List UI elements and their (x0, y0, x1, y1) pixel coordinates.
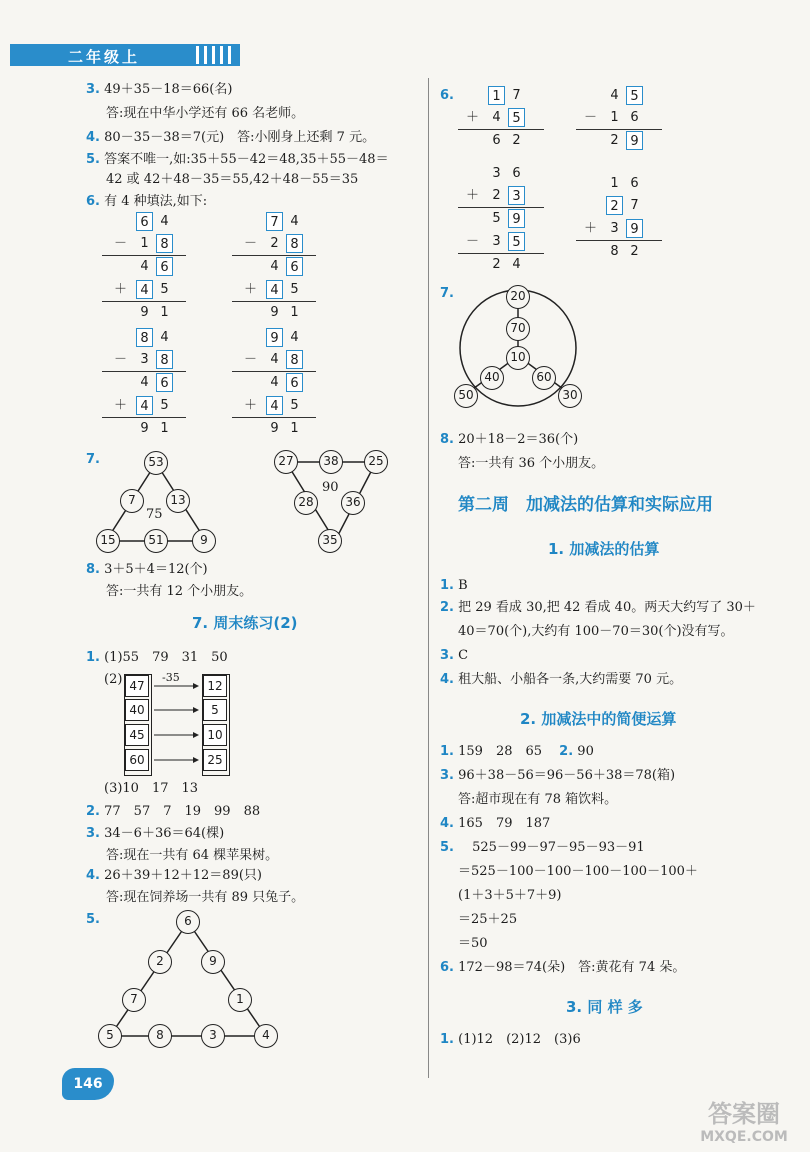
digit: 6 (492, 133, 501, 148)
watermark (684, 1094, 804, 1144)
item-text: 答:现在中华小学还有 66 名老师。 (106, 106, 305, 121)
item-number: 2. (559, 744, 574, 759)
ring-node: 70 (506, 317, 530, 341)
digit: 4 (270, 352, 279, 367)
item-number: 2. (86, 804, 100, 819)
digit: 2 (492, 188, 501, 203)
answer-box: 6 (156, 257, 173, 276)
answer-item (86, 194, 207, 210)
digit: 2 (492, 257, 501, 272)
digit: 7 (512, 88, 521, 103)
digit: ＋ (243, 282, 257, 297)
item-text: (2) (104, 672, 123, 687)
ring-node: 60 (532, 366, 556, 390)
digit: 4 (270, 259, 279, 274)
answer-box: 4 (266, 396, 283, 415)
item-text: 答:一共有 36 个小朋友。 (458, 456, 605, 471)
item-number: 4. (440, 672, 454, 687)
digit: 7 (630, 198, 639, 213)
calc-rule (232, 301, 316, 302)
digit: 1 (610, 176, 619, 191)
header-stripe (212, 46, 215, 64)
triangle-node: 7 (122, 988, 146, 1012)
digit: 4 (290, 330, 299, 345)
digit: 8 (610, 244, 619, 259)
digit: 4 (512, 257, 521, 272)
answer-item (440, 648, 468, 664)
item-text: 26＋39＋12＋12＝89(只) (104, 868, 262, 883)
item-number: 1. (440, 1032, 454, 1047)
answer-box: 4 (136, 396, 153, 415)
triangle-node: 1 (228, 988, 252, 1012)
triangle-node: 9 (192, 529, 216, 553)
calc-rule (458, 253, 544, 254)
digit: 4 (160, 330, 169, 345)
digit: － (243, 236, 257, 251)
calc-rule (102, 301, 186, 302)
digit: 5 (290, 282, 299, 297)
digit: － (583, 110, 597, 125)
digit: 6 (630, 176, 639, 191)
answer-box: 8 (156, 350, 173, 369)
item-text: 42 或 42＋48－35＝55,42＋48－55＝35 (106, 172, 359, 187)
triangle-node: 6 (176, 910, 200, 934)
answer-item (440, 768, 675, 784)
item-number: 7. (440, 286, 454, 301)
digit: 4 (610, 88, 619, 103)
mapping-left-box: 60 (125, 749, 149, 771)
item-text: (1)12 (2)12 (3)6 (458, 1032, 581, 1047)
digit: 4 (492, 110, 501, 125)
triangle-node: 9 (201, 950, 225, 974)
item-number: 5. (86, 152, 100, 167)
triangle-node: 53 (144, 451, 168, 475)
column-divider (428, 78, 429, 1078)
digit: ＋ (583, 221, 597, 236)
answer-item (440, 816, 550, 832)
mapping-right-box: 10 (203, 724, 227, 746)
digit: 4 (160, 214, 169, 229)
triangle-node: 15 (96, 529, 120, 553)
triangle-node: 7 (120, 489, 144, 513)
watermark-url: MXQE.COM (700, 1129, 788, 1145)
digit: 2 (512, 133, 521, 148)
watermark-brand: 答案圈 (708, 1100, 780, 1128)
triangle-node: 38 (319, 450, 343, 474)
mapping-right-box: 5 (203, 699, 227, 721)
digit: 4 (140, 375, 149, 390)
item-number: 1. (86, 650, 100, 665)
triangle-node: 36 (341, 491, 365, 515)
item-number: 2. (440, 600, 454, 615)
digit: ＋ (465, 188, 479, 203)
answer-box: 5 (508, 232, 525, 251)
digit: － (113, 236, 127, 251)
digit: 1 (160, 421, 169, 436)
answer-item (86, 826, 224, 842)
digit: 6 (630, 110, 639, 125)
calc-rule (576, 240, 662, 241)
digit: 6 (512, 166, 521, 181)
digit: 1 (610, 110, 619, 125)
digit: 1 (140, 236, 149, 251)
week-title: 第二周 加减法的估算和实际应用 (458, 495, 713, 515)
item-number: 6. (440, 88, 454, 103)
item-number: 4. (86, 130, 100, 145)
item-number: 1. (440, 578, 454, 593)
item-text: 172－98＝74(朵) 答:黄花有 74 朵。 (458, 960, 686, 975)
calc-rule (102, 371, 186, 372)
answer-box: 9 (626, 219, 643, 238)
item-text: (1)55 79 31 50 (104, 650, 228, 665)
item-text: 525－99－97－95－93－91 (472, 840, 645, 855)
item-number: 1. (440, 744, 454, 759)
ring-node: 30 (558, 384, 582, 408)
digit: ＋ (113, 282, 127, 297)
item-number: 7. (86, 452, 100, 467)
answer-box: 8 (156, 234, 173, 253)
triangle-node: 28 (294, 491, 318, 515)
item-number: 3. (86, 82, 100, 97)
item-text: 答:超市现在有 78 箱饮料。 (458, 792, 618, 807)
calc-rule (458, 129, 544, 130)
answer-item (440, 840, 645, 856)
header-stripe (204, 46, 207, 64)
digit: 5 (160, 282, 169, 297)
item-text: ＝25＋25 (458, 912, 518, 927)
digit: 9 (140, 421, 149, 436)
answer-item (86, 130, 375, 146)
item-text: 90 (577, 744, 594, 759)
item-text: 答:现在饲养场一共有 89 只兔子。 (106, 890, 305, 905)
digit: 4 (140, 259, 149, 274)
mapping-left-box: 47 (125, 675, 149, 697)
digit: 3 (492, 234, 501, 249)
header-title: 二年级上 (68, 48, 141, 66)
item-text: 34－6＋36＝64(棵) (104, 826, 225, 841)
calc-rule (102, 255, 186, 256)
item-number: 8. (440, 432, 454, 447)
mapping-right-box: 25 (203, 749, 227, 771)
answer-box: 9 (266, 328, 283, 347)
ring-node: 40 (480, 366, 504, 390)
calc-rule (232, 417, 316, 418)
section-title: 3. 同 样 多 (566, 998, 643, 1016)
item-text: 租大船、小船各一条,大约需要 70 元。 (458, 672, 683, 687)
digit: 3 (610, 221, 619, 236)
digit: 3 (140, 352, 149, 367)
ring-node: 50 (454, 384, 478, 408)
digit: 1 (290, 421, 299, 436)
answer-box: 2 (606, 196, 623, 215)
answer-box: 6 (286, 257, 303, 276)
answer-box: 8 (136, 328, 153, 347)
answer-item (440, 672, 682, 688)
digit: 5 (492, 211, 501, 226)
item-number: 3. (440, 648, 454, 663)
triangle-center: 75 (146, 507, 163, 522)
digit: 9 (270, 421, 279, 436)
digit: 5 (290, 398, 299, 413)
answer-item (86, 152, 389, 168)
section-title: 1. 加减法的估算 (548, 540, 660, 558)
item-text: (3)10 17 13 (104, 781, 199, 796)
item-text: 159 28 65 (458, 744, 556, 759)
triangle-node: 2 (148, 950, 172, 974)
answer-box: 5 (626, 86, 643, 105)
item-text: 答:现在一共有 64 棵苹果树。 (106, 848, 279, 863)
answer-item (440, 432, 578, 448)
item-text: 答案不唯一,如:35＋55－42＝48,35＋55－48＝ (104, 152, 389, 167)
answer-box: 9 (626, 131, 643, 150)
header-stripe (220, 46, 223, 64)
item-text: 20＋18－2＝36(个) (458, 432, 579, 447)
digit: 2 (610, 133, 619, 148)
section-title: 2. 加减法中的简便运算 (520, 710, 677, 728)
calc-rule (232, 255, 316, 256)
item-text: 165 79 187 (458, 816, 551, 831)
answer-item (86, 562, 208, 578)
item-number: 6. (440, 960, 454, 975)
digit: － (113, 352, 127, 367)
digit: ＋ (465, 110, 479, 125)
digit: 1 (160, 305, 169, 320)
ring-node: 20 (506, 285, 530, 309)
answer-item (86, 804, 260, 820)
calc-rule (458, 207, 544, 208)
answer-box: 4 (266, 280, 283, 299)
digit: 2 (270, 236, 279, 251)
digit: － (465, 234, 479, 249)
item-number: 4. (440, 816, 454, 831)
answer-box: 5 (508, 108, 525, 127)
triangle-node: 35 (318, 529, 342, 553)
digit: 2 (630, 244, 639, 259)
answer-box: 1 (488, 86, 505, 105)
digit: 4 (270, 375, 279, 390)
item-text: (1＋3＋5＋7＋9) (458, 888, 562, 903)
item-number: 3. (440, 768, 454, 783)
header-stripe (196, 46, 199, 64)
triangle-center: 90 (322, 480, 339, 495)
answer-box: 3 (508, 186, 525, 205)
answer-item (440, 578, 468, 594)
item-text: ＝525－100－100－100－100－100＋ (458, 864, 698, 879)
digit: ＋ (243, 398, 257, 413)
digit: 9 (270, 305, 279, 320)
item-number: 8. (86, 562, 100, 577)
item-text: 答:一共有 12 个小朋友。 (106, 584, 253, 599)
arrow-label: -35 (162, 671, 180, 684)
digit: 3 (492, 166, 501, 181)
ring-node: 10 (506, 346, 530, 370)
triangle-node: 8 (148, 1024, 172, 1048)
triangle-node: 13 (166, 489, 190, 513)
item-number: 3. (86, 826, 100, 841)
answer-item (86, 868, 262, 884)
item-text: 3＋5＋4＝12(个) (104, 562, 208, 577)
mapping-left-box: 40 (125, 699, 149, 721)
digit: ＋ (113, 398, 127, 413)
digit: 5 (160, 398, 169, 413)
mapping-left-box: 45 (125, 724, 149, 746)
triangle-node: 5 (98, 1024, 122, 1048)
answer-item (440, 744, 594, 760)
mapping-right-box: 12 (203, 675, 227, 697)
header-stripe (228, 46, 231, 64)
item-number: 5. (86, 912, 100, 927)
section-title: 7. 周末练习(2) (192, 614, 298, 632)
item-text: 77 57 7 19 99 88 (104, 804, 261, 819)
item-text: 49＋35－18＝66(名) (104, 82, 233, 97)
triangle-node: 27 (274, 450, 298, 474)
answer-box: 6 (156, 373, 173, 392)
item-number: 5. (440, 840, 454, 855)
item-text: B (458, 578, 468, 593)
item-number: 6. (86, 194, 100, 209)
calc-rule (232, 371, 316, 372)
answer-item (86, 82, 232, 98)
answer-item (440, 960, 685, 976)
answer-box: 6 (286, 373, 303, 392)
item-text: 有 4 种填法,如下: (104, 194, 208, 209)
answer-box: 7 (266, 212, 283, 231)
answer-box: 9 (508, 209, 525, 228)
answer-box: 8 (286, 350, 303, 369)
item-text: ＝50 (458, 936, 488, 951)
triangle-node: 51 (144, 529, 168, 553)
answer-item (440, 600, 756, 616)
page-number: 146 (62, 1068, 114, 1100)
calc-rule (102, 417, 186, 418)
calc-rule (576, 129, 662, 130)
triangle-node: 3 (201, 1024, 225, 1048)
item-number: 4. (86, 868, 100, 883)
answer-item (86, 650, 228, 666)
item-text: C (458, 648, 469, 663)
answer-item (440, 1032, 581, 1048)
item-text: 40＝70(个),大约有 100－70＝30(个)没有写。 (458, 624, 734, 639)
item-text: 96＋38－56＝96－56＋38＝78(箱) (458, 768, 676, 783)
digit: 4 (290, 214, 299, 229)
digit: 1 (290, 305, 299, 320)
triangle-node: 4 (254, 1024, 278, 1048)
digit: － (243, 352, 257, 367)
item-text: 80－35－38＝7(元) 答:小刚身上还剩 7 元。 (104, 130, 376, 145)
answer-box: 6 (136, 212, 153, 231)
digit: 9 (140, 305, 149, 320)
mapping-arrows (152, 675, 202, 775)
answer-box: 4 (136, 280, 153, 299)
item-text: 把 29 看成 30,把 42 看成 40。两天大约写了 30＋ (458, 600, 756, 615)
answer-box: 8 (286, 234, 303, 253)
triangle-node: 25 (364, 450, 388, 474)
